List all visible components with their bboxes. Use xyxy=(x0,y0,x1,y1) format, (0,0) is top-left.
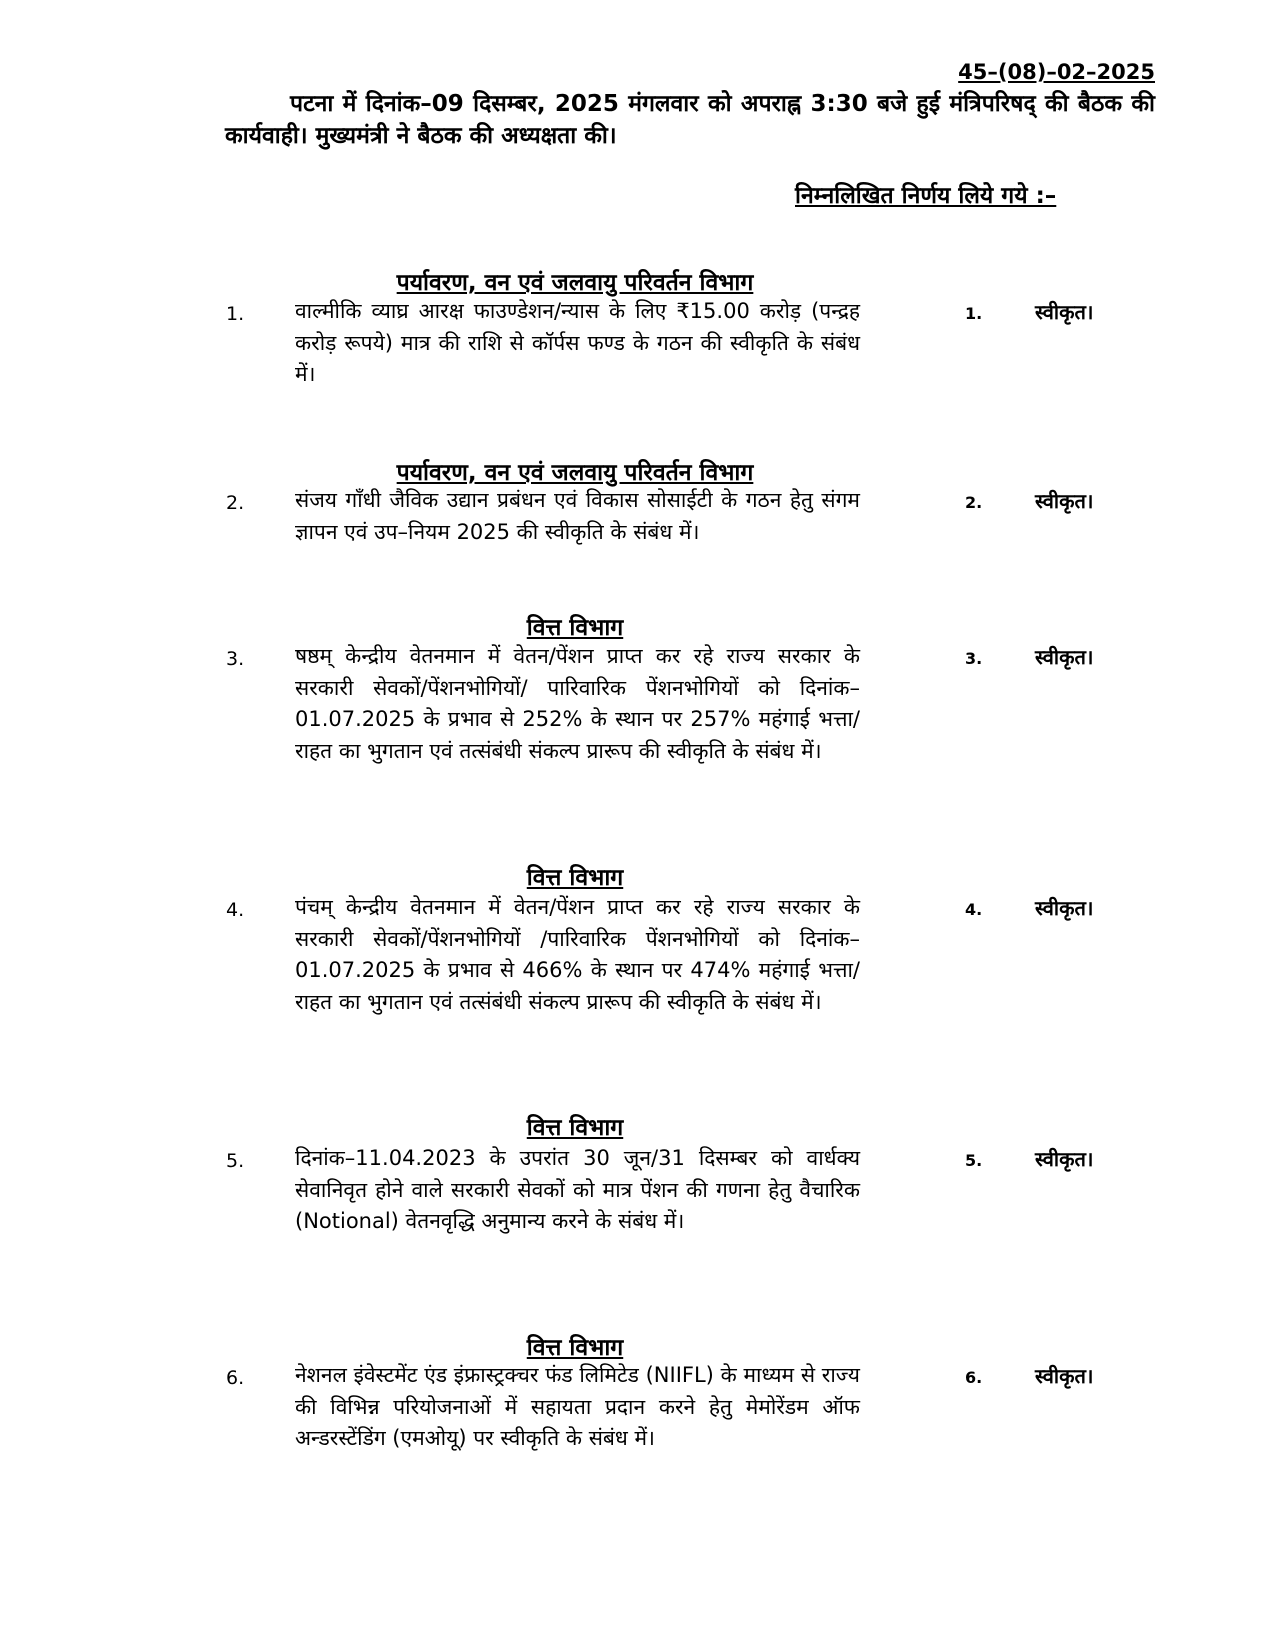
item-number: 5. xyxy=(226,1150,245,1172)
meeting-header-text: पटना में दिनांक–09 दिसम्बर, 2025 मंगलवार को अपराह्न 3:30 बजे हुई मंत्रिपरिषद् की बैठक की कार्यवाही। मुख्यमंत्री ने बैठक की अध्यक्षता की। xyxy=(225,91,1155,149)
item-text: दिनांक–11.04.2023 के उपरांत 30 जून/31 दिसम्बर को वार्धक्य सेवानिवृत होने वाले सरकारी सेवकों को मात्र पेंशन की गणना हेतु वैचारिक (Notional) वेतनवृद्धि अनुमान्य करने के संबंध में। xyxy=(295,1146,860,1233)
item-number: 1. xyxy=(226,303,245,325)
item-number: 6. xyxy=(226,1367,245,1389)
item-text: नेशनल इंवेस्टमेंट एंड इंफ्रास्ट्रक्चर फंड लिमिटेड (NIIFL) के माध्यम से राज्य की विभिन्न परियोजनाओं में सहायता प्रदान करने हेतु मेमोरेंडम ऑफ अन्डरस्टेंडिंग (एमओयू) पर स्वीकृति के संबंध में। xyxy=(295,1363,860,1450)
item-text: पंचम् केन्द्रीय वेतनमान में वेतन/पेंशन प्राप्त कर रहे राज्य सरकार के सरकारी सेवकों/पेंशनभोगियों /पारिवारिक पेंशनभोगियों को दिनांक–01.07.2025 के प्रभाव से 466% के स्थान पर 474% महंगाई भत्ता/ राहत का भुगतान एवं तत्संबंधी संकल्प प्रारूप की स्वीकृति के संबंध में। xyxy=(295,895,860,1014)
result-number: 5. xyxy=(965,1151,983,1170)
status-text: स्वीकृत। xyxy=(1035,1364,1094,1388)
item-text: संजय गाँधी जैविक उद्यान प्रबंधन एवं विकास सोसाईटी के गठन हेतु संगम ज्ञापन एवं उप–नियम 2025 की स्वीकृति के संबंध में। xyxy=(295,488,860,544)
result-number: 2. xyxy=(965,493,983,512)
item-number: 2. xyxy=(226,492,245,514)
result-number: 6. xyxy=(965,1368,983,1387)
result-number: 4. xyxy=(965,900,983,919)
meeting-header xyxy=(225,88,1155,152)
department-heading: वित्त विभाग xyxy=(526,615,624,641)
item-text: वाल्मीकि व्याघ्र आरक्ष फाउण्डेशन/न्यास के लिए ₹15.00 करोड़ (पन्द्रह करोड़ रूपये) मात्र की राशि से कॉर्पस फण्ड के गठन की स्वीकृति के संबंध में। xyxy=(295,299,860,386)
result-number: 1. xyxy=(965,304,983,323)
department-heading: पर्यावरण, वन एवं जलवायु परिवर्तन विभाग xyxy=(396,270,754,296)
department-heading: वित्त विभाग xyxy=(526,865,624,891)
item-number: 3. xyxy=(226,648,245,670)
status-text: स्वीकृत। xyxy=(1035,300,1094,324)
department-heading: पर्यावरण, वन एवं जलवायु परिवर्तन विभाग xyxy=(396,460,754,486)
status-text: स्वीकृत। xyxy=(1035,896,1094,920)
status-text: स्वीकृत। xyxy=(1035,489,1094,513)
reference-number: 45–(08)–02–2025 xyxy=(958,60,1155,84)
status-text: स्वीकृत। xyxy=(1035,1147,1094,1171)
item-text: षष्ठम् केन्द्रीय वेतनमान में वेतन/पेंशन प्राप्त कर रहे राज्य सरकार के सरकारी सेवकों/पेंशनभोगियों/ पारिवारिक पेंशनभोगियों को दिनांक–01.07.2025 के प्रभाव से 252% के स्थान पर 257% महंगाई भत्ता/राहत का भुगतान एवं तत्संबंधी संकल्प प्रारूप की स्वीकृति के संबंध में। xyxy=(295,644,860,763)
item-number: 4. xyxy=(226,899,245,921)
status-text: स्वीकृत। xyxy=(1035,645,1094,669)
department-heading: वित्त विभाग xyxy=(526,1335,624,1361)
department-heading: वित्त विभाग xyxy=(526,1115,624,1141)
decisions-note: निम्नलिखित निर्णय लिये गये :– xyxy=(795,183,1057,209)
result-number: 3. xyxy=(965,649,983,668)
